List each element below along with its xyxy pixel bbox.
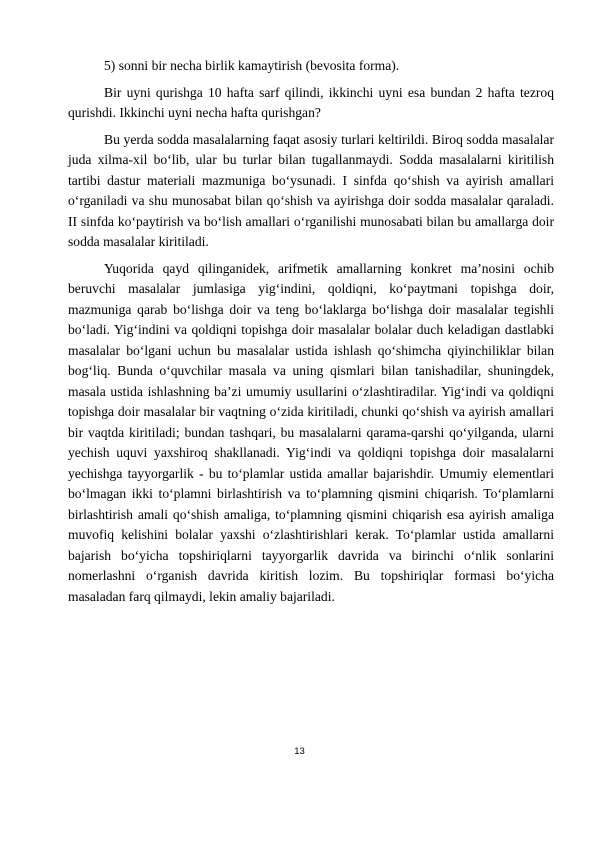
paragraph-house-problem: Bir uyni qurishga 10 hafta sarf qilindi, ikkinchi uyni esa bundan 2 hafta tezroq qurishdi. Ikkinchi uyni necha hafta qurishgan? [68, 84, 554, 120]
paragraph-subtraction-form: 5) sonni bir necha birlik kamaytirish (bevosita forma). [104, 58, 400, 73]
paragraph-simple-problem-types: Bu yerda sodda masalalarning faqat asosiy turlari keltirildi. Biroq sodda masalalar juda xilma-xil bo‘lib, ular bu turlar bilan tugallanmaydi. Sodda masalalarni kiritilish tartibi dastur materiali mazmuniga bo‘ysunadi. I sinfda qo‘shish va ayirish amallari o‘rganiladi va shu munosabat bilan qo‘shish va ayirishga doir sodda masalalar qaraladi. II sinfda ko‘paytirish va bo‘lish amallari o‘rganilishi munosabati bilan bu amallarga doir sodda masalalar kiritiladi. [68, 131, 554, 249]
body-text [68, 56, 554, 607]
page-number: 13 [294, 746, 305, 757]
paragraph-sum-and-remainder-problems: Yuqorida qayd qilinganidek, arifmetik amallarning konkret ma’nosini ochib beruvchi masalalar jumlasiga yig‘indini, qoldiqni, ko‘paytmani topishga doir, mazmuniga qarab bo‘lishga doir va teng bo‘laklarga bo‘lishga doir masalalar tegishli bo‘ladi. Yig‘indini va qoldiqni topishga doir masalalar bolalar duch keladigan dastlabki masalalar bo‘lgani uchun bu masalalar ustida ishlash qo‘shimcha qiyinchiliklar bilan bog‘liq. Bunda o‘quvchilar masala va uning qismlari bilan tanishadilar, shuningdek, masala ustida ishlashning ba’zi umumiy usullarini o‘zlashtiradilar. Yig‘indi va qoldiqni topishga doir masalalar bir vaqtning o‘zida kiritiladi, chunki qo‘shish va ayirish amallari bir vaqtda kiritiladi; bundan tashqari, bu masalalarni qarama-qarshi qo‘yilganda, ularni yechish uquvi yaxshiroq shakllanadi. Yig‘indi va qoldiqni topishga doir masalalarni yechishga tayyorgarlik - bu to‘plamlar ustida amallar bajarishdir. Umumiy elementlari bo‘lmagan ikki to‘plamni birlashtirish va to‘plamning qismini chiqarish. To‘plamlarni birlashtirish amali qo‘shish amaliga, to‘plamning qismini chiqarish esa ayirish amaliga muvofiq kelishini bolalar yaxshi o‘zlashtirishlari kerak. To‘plamlar ustida amallarni bajarish bo‘yicha topshiriqlarni tayyorgarlik davrida va birinchi o‘nlik sonlarini nomerlashni o‘rganish davrida kiritish lozim. Bu topshiriqlar formasi bo‘yicha masaladan farq qilmaydi, lekin amaliy bajariladi. [68, 260, 554, 604]
